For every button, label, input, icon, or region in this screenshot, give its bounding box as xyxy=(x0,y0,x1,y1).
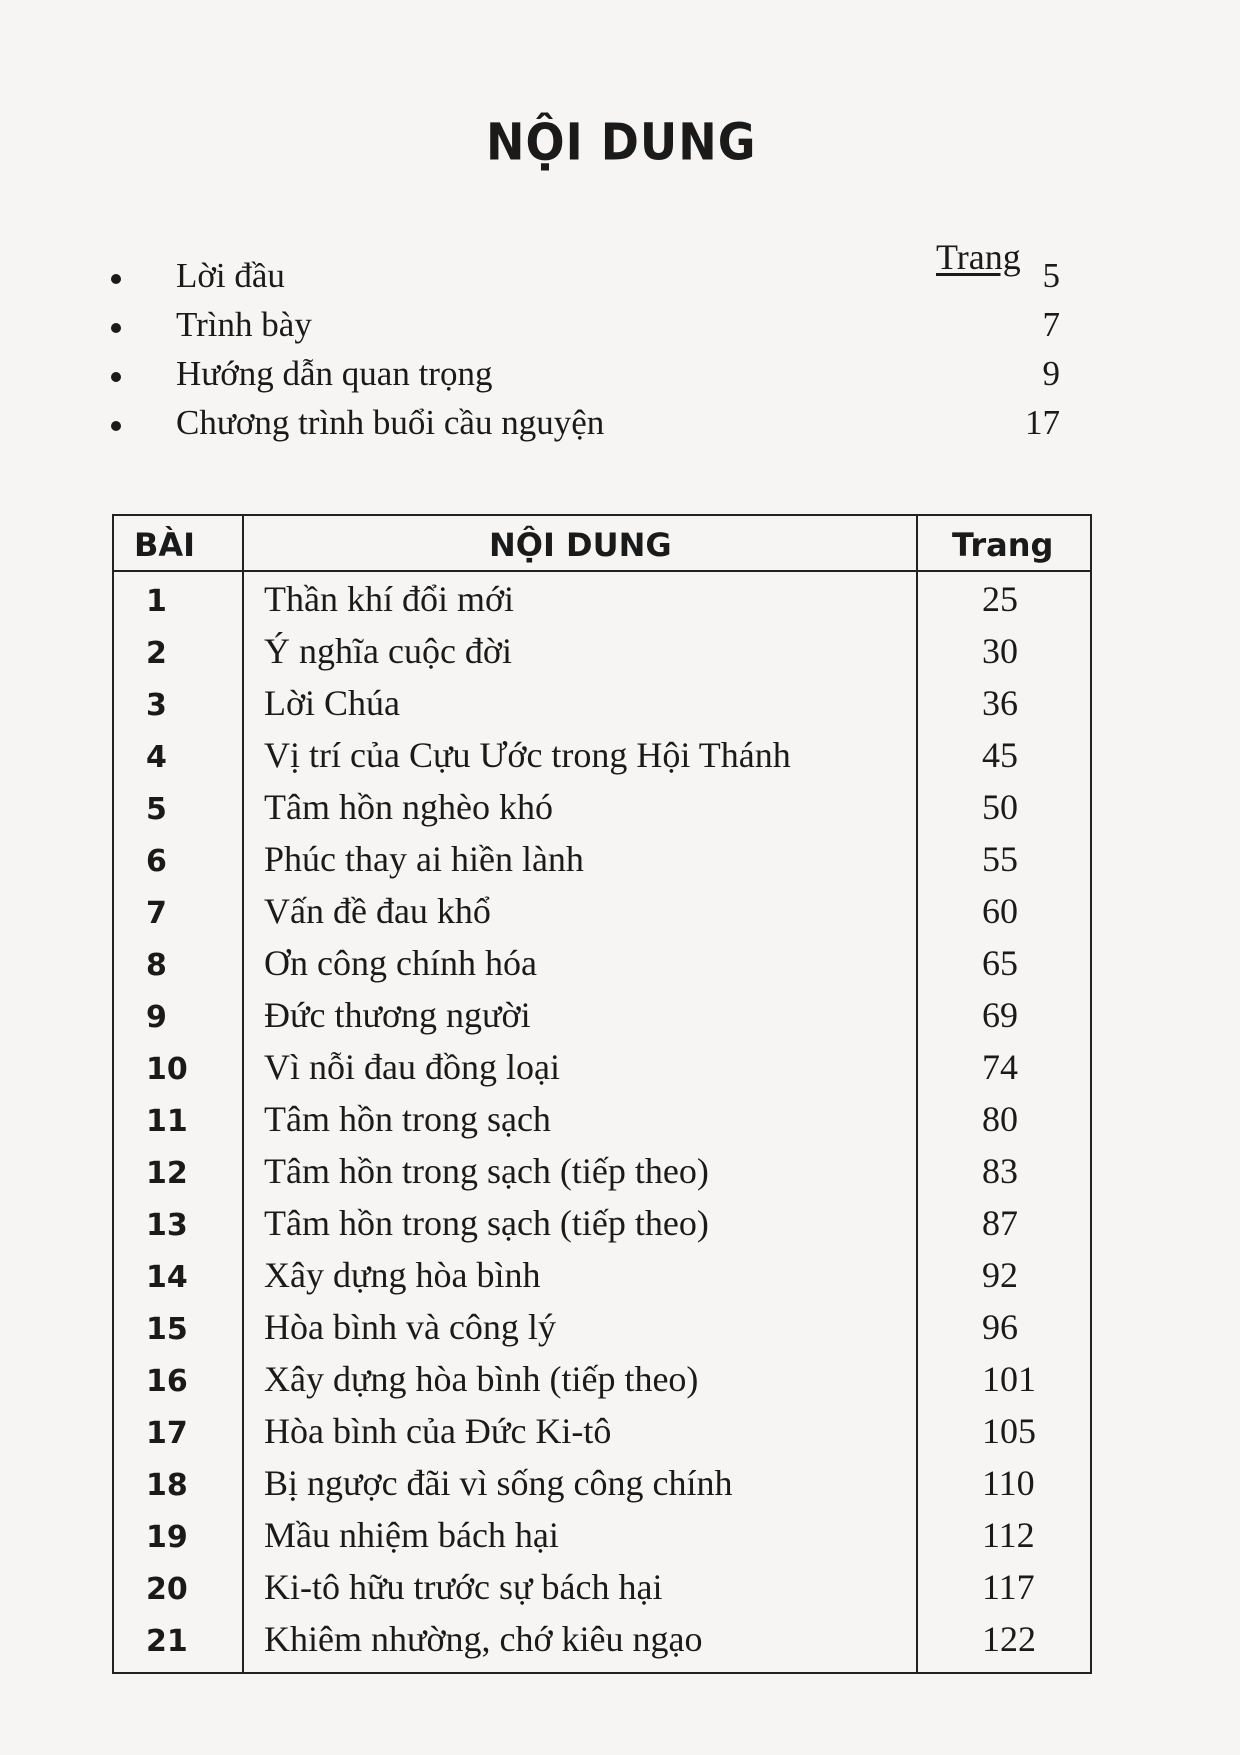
table-row xyxy=(114,1616,1090,1668)
table-row xyxy=(114,992,1090,1044)
table-row xyxy=(114,628,1090,680)
lesson-page: 87 xyxy=(982,1203,1018,1243)
lesson-title: Ý nghĩa cuộc đời xyxy=(264,631,512,671)
lesson-page: 122 xyxy=(982,1619,1036,1659)
lesson-page: 117 xyxy=(982,1567,1035,1607)
intro-item xyxy=(0,354,1060,402)
table-row xyxy=(114,1304,1090,1356)
lesson-title: Khiêm nhường, chớ kiêu ngạo xyxy=(264,1619,703,1659)
lesson-number: 15 xyxy=(146,1312,188,1347)
lesson-page: 30 xyxy=(982,631,1018,671)
lesson-number: 14 xyxy=(146,1260,188,1295)
table-row xyxy=(114,680,1090,732)
header-lesson: BÀI xyxy=(134,526,196,564)
lesson-page: 36 xyxy=(982,683,1018,723)
lesson-title: Tâm hồn nghèo khó xyxy=(264,787,553,827)
table-row xyxy=(114,836,1090,888)
lesson-number: 6 xyxy=(146,844,167,879)
lesson-number: 10 xyxy=(146,1052,188,1087)
lesson-page: 83 xyxy=(982,1151,1018,1191)
intro-item xyxy=(0,403,1060,451)
intro-item-page: 17 xyxy=(1025,403,1060,442)
lesson-number: 7 xyxy=(146,896,167,931)
header-divider xyxy=(114,570,1090,572)
lesson-page: 105 xyxy=(982,1411,1036,1451)
table-row xyxy=(114,1564,1090,1616)
table-row xyxy=(114,888,1090,940)
intro-item-label: Hướng dẫn quan trọng xyxy=(176,354,493,393)
intro-item xyxy=(0,256,1060,304)
intro-item-page: 7 xyxy=(1042,305,1060,344)
table-row xyxy=(114,576,1090,628)
lesson-title: Thần khí đổi mới xyxy=(264,579,515,619)
lesson-number: 2 xyxy=(146,636,167,671)
lesson-title: Bị ngược đãi vì sống công chính xyxy=(264,1463,733,1503)
lesson-title: Đức thương người xyxy=(264,995,531,1035)
intro-item-label: Chương trình buổi cầu nguyện xyxy=(176,403,605,442)
lesson-title: Tâm hồn trong sạch (tiếp theo) xyxy=(264,1203,709,1243)
page-title: NỘI DUNG xyxy=(486,112,757,172)
lesson-page: 60 xyxy=(982,891,1018,931)
lesson-title: Tâm hồn trong sạch (tiếp theo) xyxy=(264,1151,709,1191)
lesson-number: 21 xyxy=(146,1624,188,1659)
lesson-title: Phúc thay ai hiền lành xyxy=(264,839,584,879)
lesson-number: 9 xyxy=(146,1000,167,1035)
lesson-page: 50 xyxy=(982,787,1018,827)
intro-item-label: Trình bày xyxy=(176,305,312,344)
lesson-page: 92 xyxy=(982,1255,1018,1295)
table-row xyxy=(114,1460,1090,1512)
intro-item xyxy=(0,305,1060,353)
bullet-icon xyxy=(111,372,121,382)
lesson-title: Tâm hồn trong sạch xyxy=(264,1099,551,1139)
lesson-page: 55 xyxy=(982,839,1018,879)
lesson-number: 3 xyxy=(146,688,167,723)
lesson-page: 110 xyxy=(982,1463,1035,1503)
header-content: NỘI DUNG xyxy=(489,526,672,564)
lesson-number: 19 xyxy=(146,1520,188,1555)
lesson-page: 101 xyxy=(982,1359,1036,1399)
table-row xyxy=(114,732,1090,784)
table-row xyxy=(114,1096,1090,1148)
intro-item-page: 9 xyxy=(1042,354,1060,393)
table-row xyxy=(114,1408,1090,1460)
table-row xyxy=(114,1512,1090,1564)
lesson-page: 25 xyxy=(982,579,1018,619)
lesson-page: 45 xyxy=(982,735,1018,775)
lesson-title: Ki-tô hữu trước sự bách hại xyxy=(264,1567,663,1607)
lesson-page: 69 xyxy=(982,995,1018,1035)
lesson-page: 80 xyxy=(982,1099,1018,1139)
lesson-page: 65 xyxy=(982,943,1018,983)
lesson-number: 11 xyxy=(146,1104,188,1139)
intro-item-page: 5 xyxy=(1042,256,1060,295)
bullet-icon xyxy=(111,274,121,284)
page-column-label: Trang xyxy=(936,237,1021,277)
lesson-title: Xây dựng hòa bình xyxy=(264,1255,541,1295)
table-row xyxy=(114,940,1090,992)
lesson-number: 1 xyxy=(146,584,167,619)
lesson-title: Mầu nhiệm bách hại xyxy=(264,1515,559,1555)
lesson-title: Ơn công chính hóa xyxy=(264,943,537,983)
lesson-title: Vì nỗi đau đồng loại xyxy=(264,1047,560,1087)
lesson-page: 96 xyxy=(982,1307,1018,1347)
contents-table xyxy=(112,514,1092,1674)
lesson-title: Vị trí của Cựu Ước trong Hội Thánh xyxy=(264,735,791,775)
lesson-page: 74 xyxy=(982,1047,1018,1087)
table-row xyxy=(114,1200,1090,1252)
lesson-number: 17 xyxy=(146,1416,188,1451)
lesson-title: Lời Chúa xyxy=(264,683,401,723)
lesson-title: Xây dựng hòa bình (tiếp theo) xyxy=(264,1359,699,1399)
table-row xyxy=(114,1044,1090,1096)
lesson-number: 5 xyxy=(146,792,167,827)
table-row xyxy=(114,1356,1090,1408)
header-page: Trang xyxy=(952,526,1054,564)
table-row xyxy=(114,1252,1090,1304)
table-row xyxy=(114,1148,1090,1200)
bullet-icon xyxy=(111,421,121,431)
bullet-icon xyxy=(111,323,121,333)
lesson-number: 12 xyxy=(146,1156,188,1191)
lesson-number: 8 xyxy=(146,948,167,983)
intro-item-label: Lời đầu xyxy=(176,256,285,295)
lesson-page: 112 xyxy=(982,1515,1035,1555)
lesson-title: Vấn đề đau khổ xyxy=(264,891,491,931)
lesson-number: 20 xyxy=(146,1572,188,1607)
lesson-number: 18 xyxy=(146,1468,188,1503)
lesson-title: Hòa bình và công lý xyxy=(264,1307,556,1347)
lesson-number: 4 xyxy=(146,740,167,775)
lesson-number: 16 xyxy=(146,1364,188,1399)
lesson-title: Hòa bình của Đức Ki-tô xyxy=(264,1411,612,1451)
table-row xyxy=(114,784,1090,836)
lesson-number: 13 xyxy=(146,1208,188,1243)
